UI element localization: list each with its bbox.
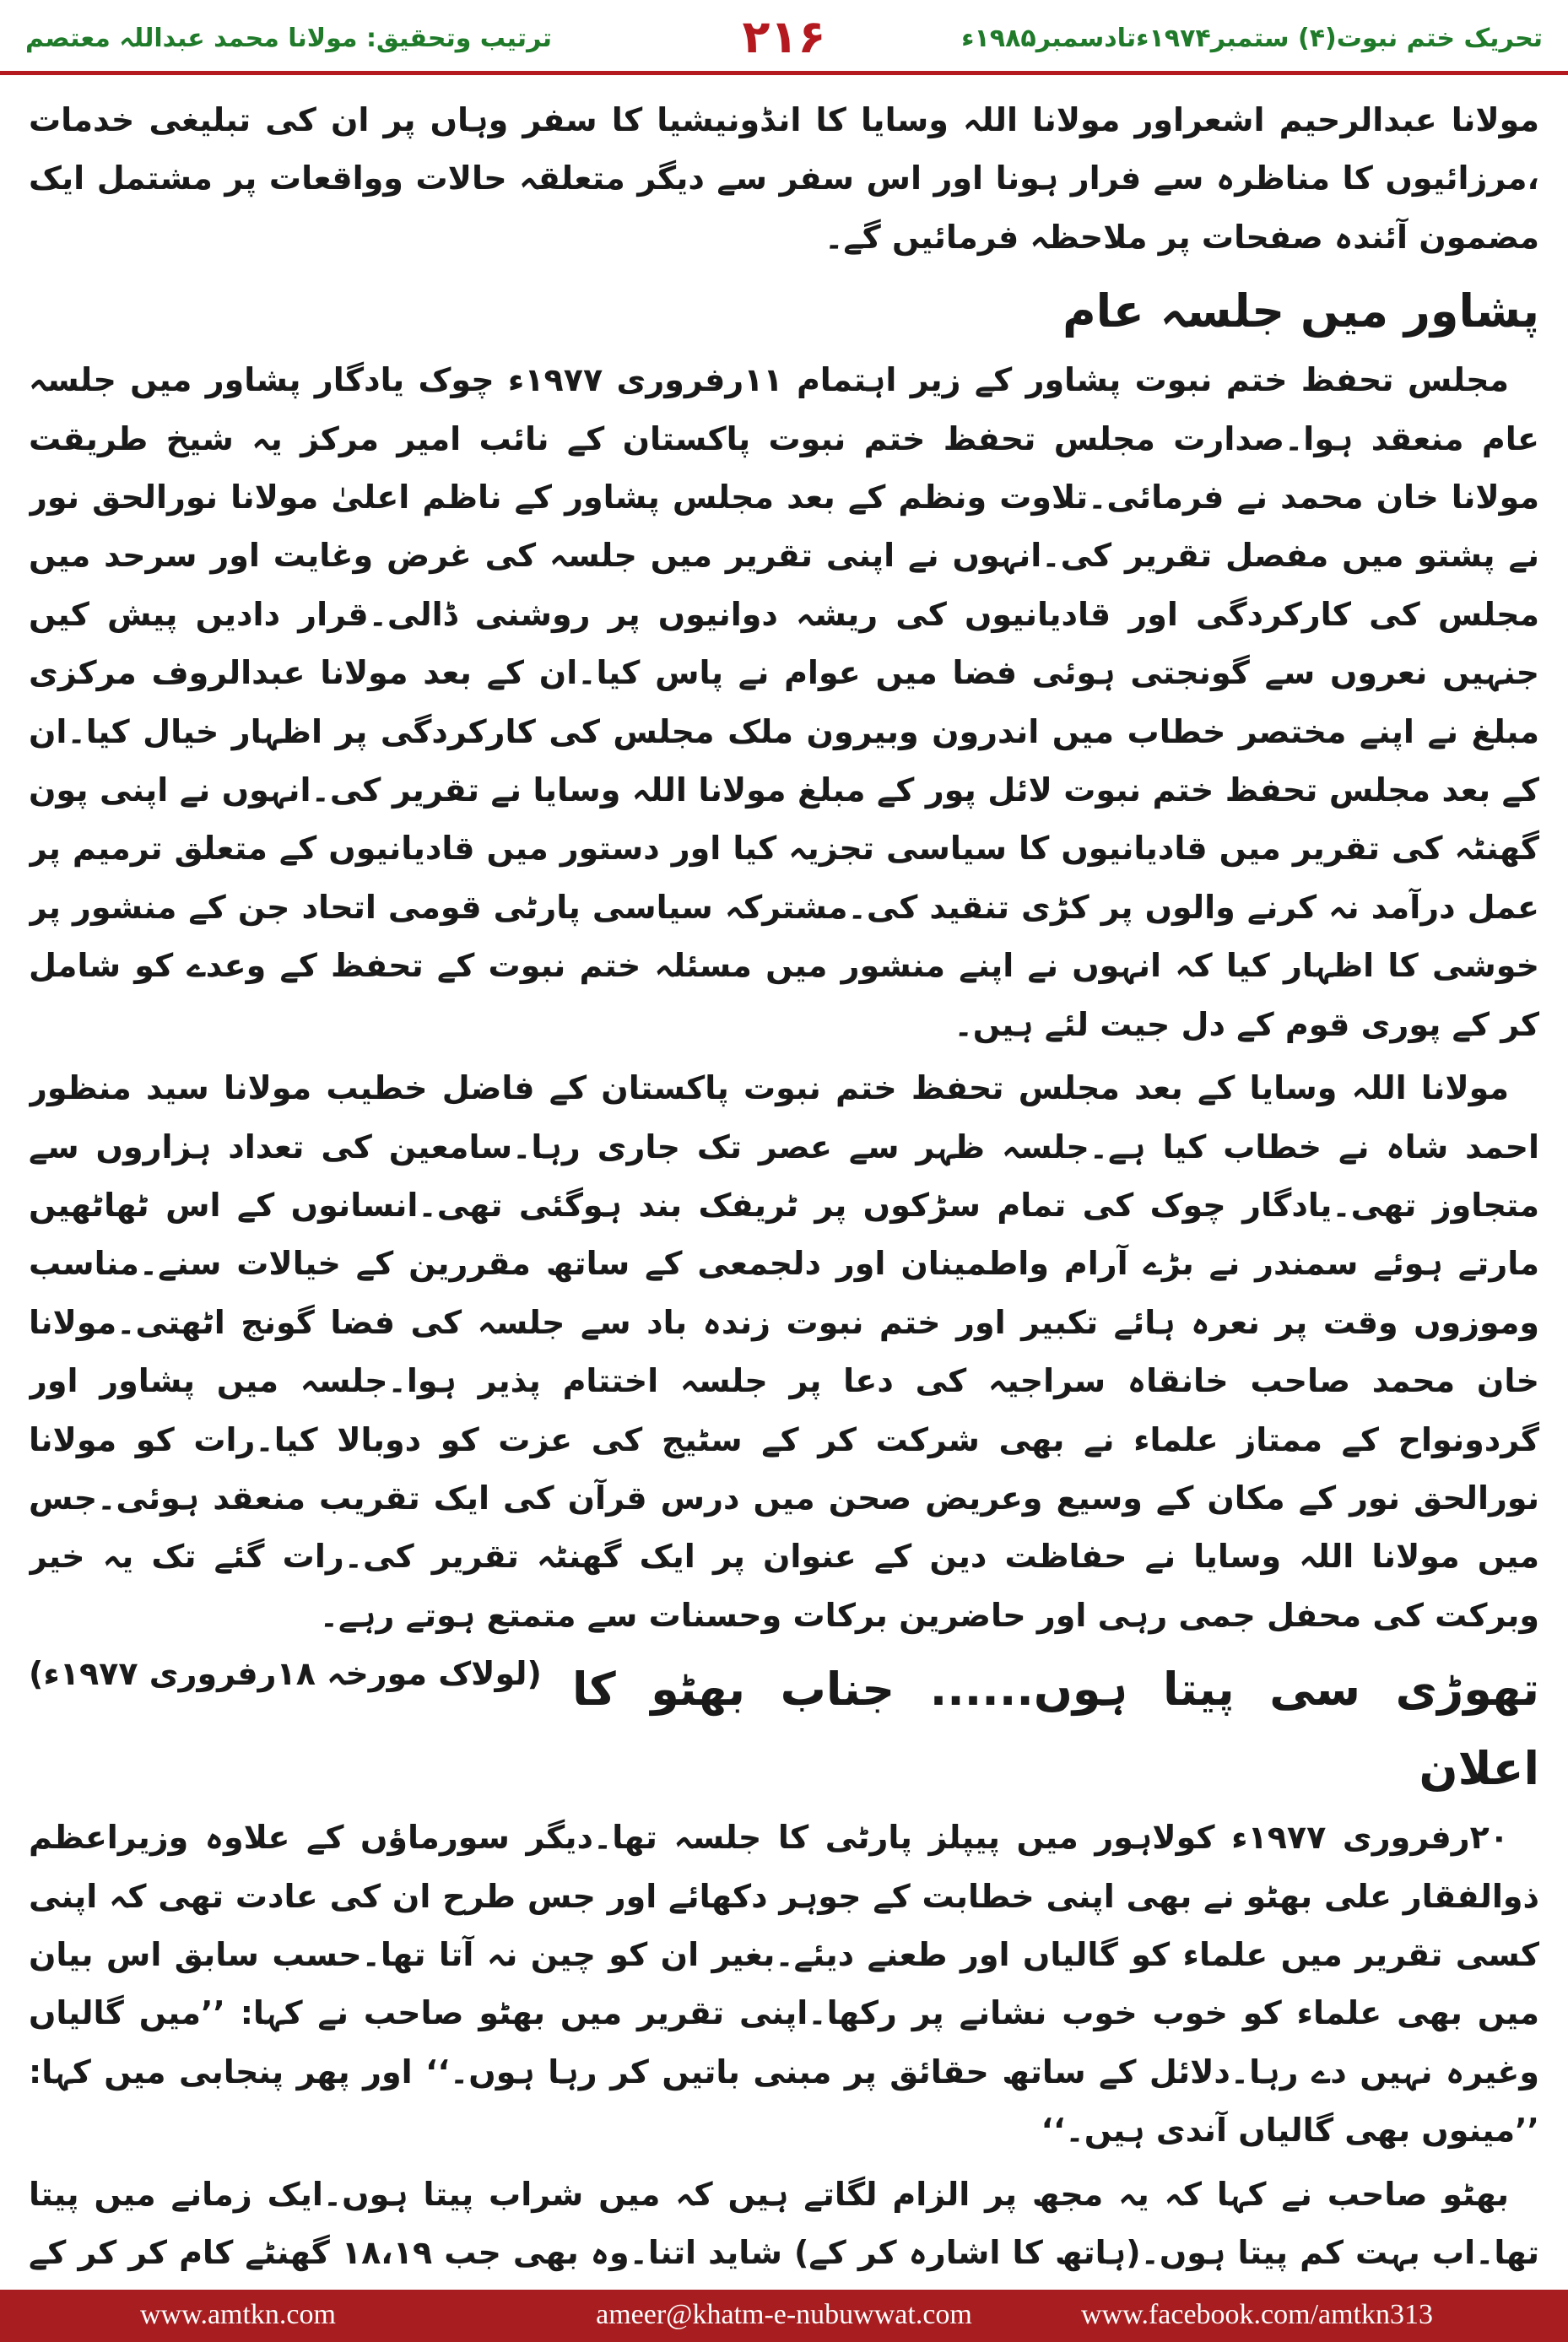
header-divider — [0, 71, 1568, 75]
paragraph-text: مولانا اللہ وسایا کے بعد مجلس تحفظ ختم نبوت پاکستان کے فاضل خطیب مولانا سید منظور احمد شاہ نے خطاب کیا ہے۔جلسہ ظہر سے عصر تک جاری رہا۔سامعین کی تعداد ہزاروں سے متجاوز تھی۔یادگار چوک کی تمام سڑکوں پر ٹریفک بند ہوگئی تھی۔انسانوں کے اس ٹھاٹھیں مارتے ہوئے سمندر نے بڑے آرام واطمینان اور دلجمعی کے ساتھ مقررین کے خیالات سنے۔مناسب وموزوں وقت پر نعرہ ہائے تکبیر اور ختم نبوت زندہ باد سے جلسہ کی فضا گونج اٹھتی۔مولانا خان محمد صاحب خانقاہ سراجیہ کی دعا پر جلسہ اختتام پذیر ہوا۔جلسہ میں پشاور اور گردونواح کے ممتاز علماء نے بھی شرکت کر کے سٹیج کی عزت کو دوبالا کیا۔رات کو مولانا نورالحق نور کے مکان کے وسیع وعریض صحن میں درس قرآن کی ایک تقریب منعقد ہوئی۔جس میں مولانا اللہ وسایا نے حفاظت دین کے عنوان پر ایک گھنٹہ تقریر کی۔رات گئے تک یہ خیر وبرکت کی محفل جمی رہی اور حاضرین برکات وحسنات سے متمتع ہوتے رہے۔ — [29, 1069, 1539, 1634]
website-link[interactable]: www.amtkn.com — [140, 2299, 336, 2330]
article-body — [29, 91, 1539, 2290]
paragraph: بھٹو صاحب نے کہا کہ یہ مجھ پر الزام لگاتے ہیں کہ میں شراب پیتا ہوں۔ایک زمانے میں پیتا تھا۔اب بہت کم پیتا ہوں۔(ہاتھ کا اشارہ کر کے) شاید اتنا۔وہ بھی جب ۱۸،۱۹ گھنٹے کام کر کر کے — [29, 2175, 1539, 2271]
section-heading-peshawar: پشاور میں جلسہ عام — [1062, 284, 1539, 338]
paragraph: مجلس تحفظ ختم نبوت پشاور کے زیر اہتمام ۱۱رفروری ۱۹۷۷ء چوک یادگار پشاور میں جلسہ عام منعقد ہوا۔صدارت مجلس تحفظ ختم نبوت پاکستان کے نائب امیر مرکز یہ شیخ طریقت مولانا خان محمد نے فرمائی۔تلاوت ونظم کے بعد مجلس پشاور کے ناظم اعلیٰ مولانا نورالحق نور نے پشتو میں مفصل تقریر کی۔انہوں نے اپنی تقریر میں جلسہ کی غرض وغایت اور سرحد میں مجلس کی کارکردگی اور قادیانیوں کی ریشہ دوانیوں پر روشنی ڈالی۔قرار دادیں پیش کیں جنہیں نعروں سے گونجتی ہوئی فضا میں عوام نے پاس کیا۔ان کے بعد مولانا عبدالروف مرکزی مبلغ نے اپنے مختصر خطاب میں اندرون وبیرون ملک مجلس کی کارکردگی پر اظہار خیال کیا۔ان کے بعد مجلس تحفظ ختم نبوت لائل پور کے مبلغ مولانا اللہ وسایا نے تقریر کی۔انہوں نے اپنی پون گھنٹہ کی تقریر میں قادیانیوں کا سیاسی تجزیہ کیا اور دستور میں قادیانیوں کے متعلق ترمیم پر عمل درآمد نہ کرنے والوں پر کڑی تنقید کی۔مشترکہ سیاسی پارٹی قومی اتحاد جن کے منشور پر خوشی کا اظہار کیا کہ انہوں نے اپنے منشور میں مسئلہ ختم نبوت کے تحفظ کے وعدے کو شامل کر کے پوری قوم کے دل جیت لئے ہیں۔ — [29, 361, 1539, 1043]
email-link[interactable]: ameer@khatm-e-nubuwwat.com — [596, 2299, 972, 2330]
paragraph — [29, 1059, 1539, 1693]
paragraph: ۲۰رفروری ۱۹۷۷ء کولاہور میں پیپلز پارٹی کا جلسہ تھا۔دیگر سورماؤں کے علاوہ وزیراعظم ذوالفقار علی بھٹو نے بھی اپنی خطابت کے جوہر دکھائے اور جس طرح ان کی عادت تھی کہ اپنی کسی تقریر میں علماء کو گالیاں اور طعنے دیئے۔بغیر ان کو چین نہ آتا تھا۔حسب سابق اس بیان میں بھی علماء کو خوب خوب نشانے پر رکھا۔اپنی تقریر میں بھٹو صاحب نے کہا: ’’میں گالیاں وغیرہ نہیں دے رہا۔دلائل کے ساتھ حقائق پر مبنی باتیں کر رہا ہوں۔‘‘ اور پھر پنجابی میں کہا: ’’مینوں بھی گالیاں آندی ہیں۔‘‘ — [29, 1819, 1539, 2150]
page-footer — [0, 2290, 1568, 2342]
series-title: تحریک ختم نبوت(۴) ستمبر۱۹۷۴ءتادسمبر۱۹۸۵ء — [961, 24, 1543, 53]
page-number: ۲۱۶ — [742, 10, 826, 63]
intro-paragraph: مولانا عبدالرحیم اشعراور مولانا اللہ وسایا کا انڈونیشیا کا سفر وہاں پر ان کی تبلیغی خدمات ،مرزائیوں کا مناظرہ سے فرار ہونا اور اس سفر سے دیگر متعلقہ حالات وواقعات پر مشتمل ایک مضمون آئندہ صفحات پر ملاحظہ فرمائیں گے۔ — [29, 101, 1539, 256]
facebook-link[interactable]: www.facebook.com/amtkn313 — [1080, 2299, 1433, 2330]
page-header — [0, 0, 1568, 78]
source-reference: (لولاک مورخہ ۱۸رفروری ۱۹۷۷ء) — [29, 1655, 542, 1693]
section-heading-bhutto: تھوڑی سی پیتا ہوں...... جناب بھٹو کا اعلان — [571, 1663, 1539, 1796]
editor-credit: ترتیب وتحقیق: مولانا محمد عبداللہ معتصم — [25, 24, 552, 53]
